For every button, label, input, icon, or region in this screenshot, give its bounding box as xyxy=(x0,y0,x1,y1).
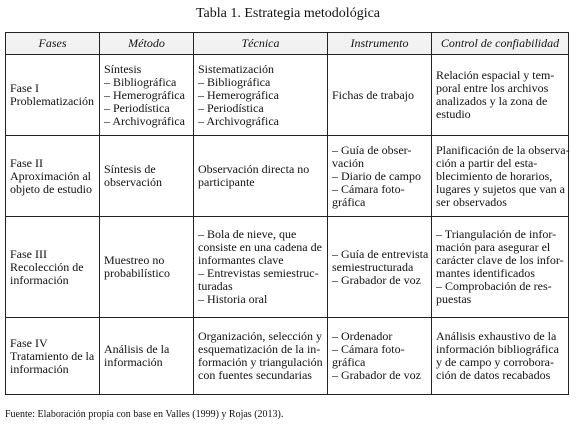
cell-instrumento: Fichas de trabajo xyxy=(328,55,432,136)
cell-tecnica: Sistematización – Bibliográfica – Hemerográfica – Periodística – Archivográfica xyxy=(194,55,328,136)
table-row xyxy=(6,318,569,395)
cell-fase: Fase III Recolección de información xyxy=(6,217,100,318)
header-instrumento: Instrumento xyxy=(328,33,432,55)
cell-metodo: Muestreo no probabilístico xyxy=(100,217,194,318)
header-control: Control de confiabilidad xyxy=(432,33,569,55)
header-metodo: Método xyxy=(100,33,194,55)
cell-fase: Fase II Aproximación al objeto de estudio xyxy=(6,136,100,217)
header-fases: Fases xyxy=(6,33,100,55)
cell-metodo: Síntesis de observación xyxy=(100,136,194,217)
table-row xyxy=(6,55,569,136)
cell-tecnica: Organización, selección y esquematización de la in- formación y triangulación con fuentes secundarias xyxy=(194,318,328,395)
table-row xyxy=(6,217,569,318)
source-note: Fuente: Elaboración propia con base en Valles (1999) y Rojas (2013). xyxy=(5,409,284,420)
cell-metodo: Síntesis – Bibliográfica – Hemerográfica – Periodística – Archivográfica xyxy=(100,55,194,136)
table-title: Tabla 1. Estrategia metodológica xyxy=(195,6,381,21)
cell-fase: Fase I Problematización xyxy=(6,55,100,136)
cell-metodo: Análisis de la información xyxy=(100,318,194,395)
cell-control: Relación espacial y tem- poral entre los archivos analizados y la zona de estudio xyxy=(432,55,569,136)
table-row xyxy=(6,136,569,217)
cell-tecnica: Observación directa no participante xyxy=(194,136,328,217)
cell-fase: Fase IV Tratamiento de la información xyxy=(6,318,100,395)
cell-tecnica: – Bola de nieve, que consiste en una cadena de informantes clave – Entrevistas semiestruc- turadas – Historia oral xyxy=(194,217,328,318)
cell-control: Planificación de la observa- ción a partir del esta- blecimiento de horarios, lugares y sujetos que van a ser observados xyxy=(432,136,569,217)
cell-control: – Triangulación de infor- mación para asegurar el carácter clave de los infor- mantes identificados – Comprobación de res- puestas xyxy=(432,217,569,318)
cell-instrumento: – Ordenador – Cámara foto- gráfica – Grabador de voz xyxy=(328,318,432,395)
cell-control: Análisis exhaustivo de la información bibliográfica y de campo y corrobora- ción de datos recabados xyxy=(432,318,569,395)
cell-instrumento: – Guía de obser- vación – Diario de campo – Cámara foto- gráfica xyxy=(328,136,432,217)
cell-instrumento: – Guía de entrevista semiestructurada – Grabador de voz xyxy=(328,217,432,318)
header-tecnica: Técnica xyxy=(194,33,328,55)
methodology-table xyxy=(5,32,569,395)
header-row xyxy=(6,33,569,55)
